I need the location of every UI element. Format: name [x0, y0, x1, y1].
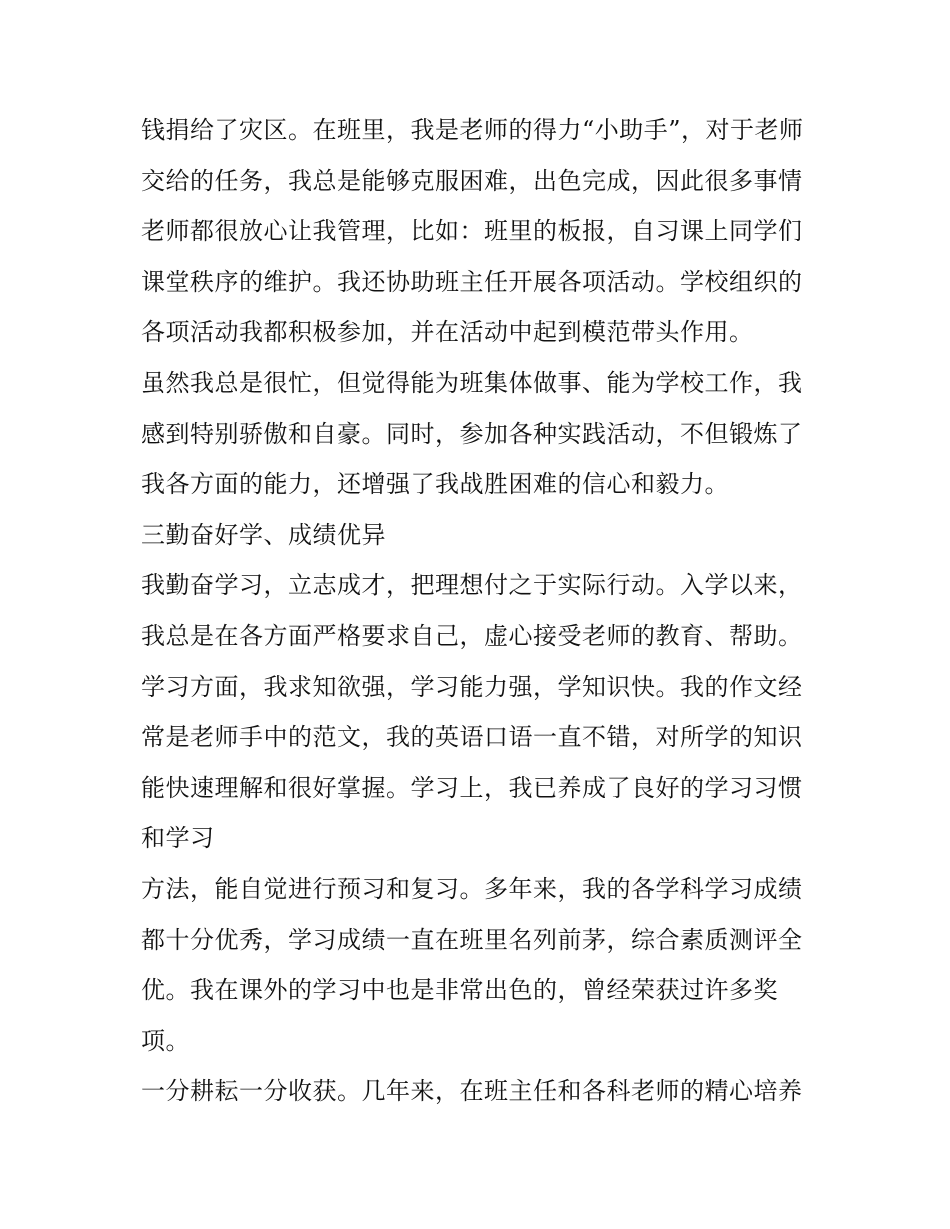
text-line: 学习方面，我求知欲强，学习能力强，学知识快。我的作文经 [141, 672, 803, 701]
text-line: 和学习 [141, 824, 215, 853]
text-line: 老师都很放心让我管理，比如：班里的板报，自习课上同学们 [141, 217, 803, 246]
text-line: 我勤奋学习，立志成才，把理想付之于实际行动。入学以来， [141, 571, 803, 600]
document-body [141, 105, 821, 1117]
text-line: 各项活动我都积极参加，并在活动中起到模范带头作用。 [141, 318, 754, 347]
text-line: 项。 [141, 1026, 190, 1055]
text-line: 常是老师手中的范文，我的英语口语一直不错，对所学的知识 [141, 723, 803, 752]
section-heading: 三勤奋好学、成绩优异 [141, 520, 386, 549]
text-line: 我各方面的能力，还增强了我战胜困难的信心和毅力。 [141, 470, 729, 499]
text-line: 交给的任务，我总是能够克服困难，出色完成，因此很多事情 [141, 166, 803, 195]
text-line: 能快速理解和很好掌握。学习上，我已养成了良好的学习习惯 [141, 773, 803, 802]
text-line: 感到特别骄傲和自豪。同时，参加各种实践活动，不但锻炼了 [141, 419, 803, 448]
text-line: 一分耕耘一分收获。几年来，在班主任和各科老师的精心培养 [141, 1077, 803, 1106]
text-line: 我总是在各方面严格要求自己，虚心接受老师的教育、帮助。 [141, 621, 803, 650]
text-line: 都十分优秀，学习成绩一直在班里名列前茅，综合素质测评全 [141, 925, 803, 954]
text-line: 方法，能自觉进行预习和复习。多年来，我的各学科学习成绩 [141, 874, 803, 903]
text-line: 钱捐给了灾区。在班里，我是老师的得力“小助手”，对于老师 [141, 116, 804, 144]
text-line: 课堂秩序的维护。我还协助班主任开展各项活动。学校组织的 [141, 267, 803, 296]
text-line: 虽然我总是很忙，但觉得能为班集体做事、能为学校工作，我 [141, 368, 803, 397]
text-line: 优。我在课外的学习中也是非常出色的，曾经荣获过许多奖 [141, 976, 778, 1005]
